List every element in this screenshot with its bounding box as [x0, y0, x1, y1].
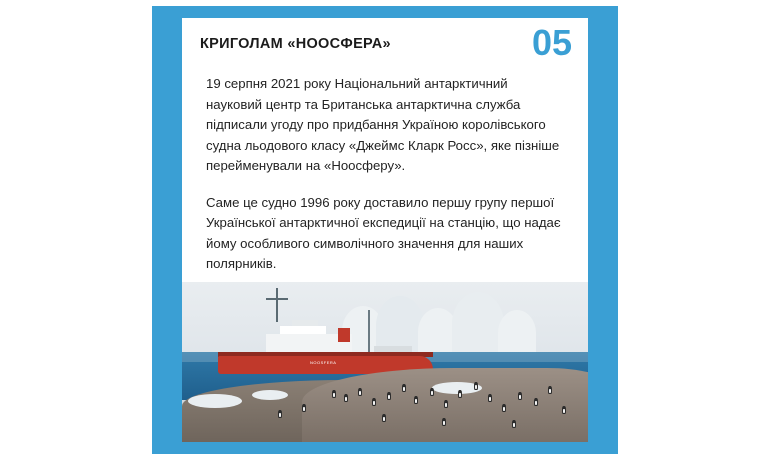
iceberg [452, 292, 504, 356]
iceberg [498, 310, 536, 356]
penguin [458, 390, 462, 398]
page-edge-right-strip [600, 6, 618, 454]
penguin [442, 418, 446, 426]
card-frame [170, 6, 600, 454]
snow-patch [252, 390, 288, 400]
penguin [278, 410, 282, 418]
penguin [502, 404, 506, 412]
penguin [332, 390, 336, 398]
ship-mast-arm [266, 298, 288, 300]
ship-funnel [338, 328, 350, 342]
penguin [474, 382, 478, 390]
page-title: КРИГОЛАМ «НООСФЕРА» [200, 36, 391, 52]
penguin [488, 394, 492, 402]
ship-name-label: NOOSFERA [310, 360, 337, 365]
ship-noosfera [218, 316, 433, 378]
penguin [387, 392, 391, 400]
card-header [182, 18, 588, 70]
body-text [182, 70, 588, 275]
penguin [518, 392, 522, 400]
penguin [402, 384, 406, 392]
penguin [302, 404, 306, 412]
card-inner [182, 18, 588, 442]
penguin [548, 386, 552, 394]
penguin [414, 396, 418, 404]
ship-crane [368, 310, 370, 356]
page-edge-left-strip [152, 6, 170, 454]
penguin [444, 400, 448, 408]
penguin [534, 398, 538, 406]
penguin [358, 388, 362, 396]
penguin [344, 394, 348, 402]
penguin [512, 420, 516, 428]
penguin [382, 414, 386, 422]
page-edge-left [0, 6, 170, 454]
snow-patch [188, 394, 242, 408]
paragraph-1: 19 серпня 2021 року Національний антарктичний науковий центр та Британська антарктична служба підписали угоду про придбання Україною королівського судна льодового класу «Джеймс Кларк Росс», яке пізніше перейменували на «Ноосферу». [206, 76, 560, 173]
slide-number-badge: 05 [531, 22, 572, 63]
photo-icebreaker-noosfera [182, 282, 588, 442]
penguin [430, 388, 434, 396]
page-edge-right [618, 6, 770, 454]
penguin [562, 406, 566, 414]
ship-mast [276, 288, 278, 322]
paragraph-2: Саме це судно 1996 року доставило першу групу першої Української антарктичної експедиції на станцію, що надає йому особливого символічного значення для наших полярників. [206, 194, 561, 271]
penguin [372, 398, 376, 406]
